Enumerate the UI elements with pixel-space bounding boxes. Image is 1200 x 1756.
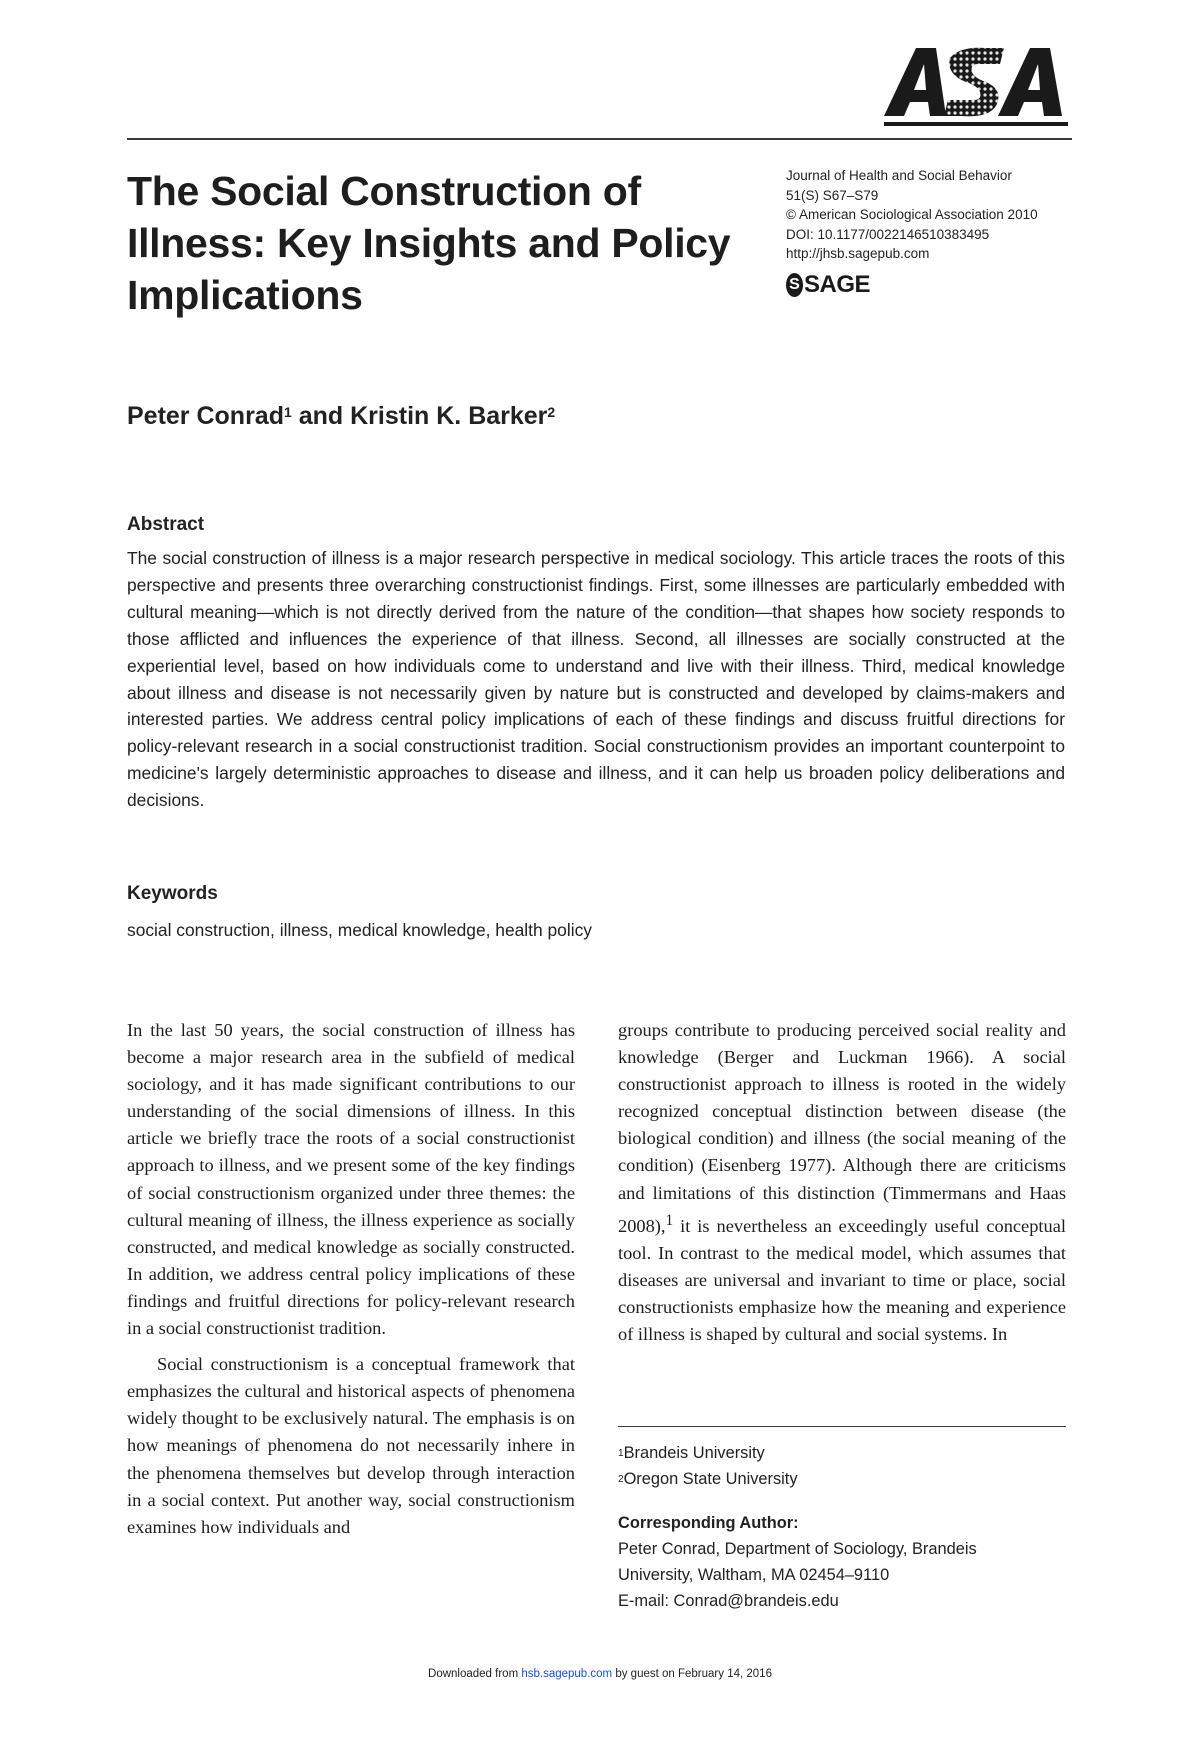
abstract-text: The social construction of illness is a major research perspective in medical sociology. This article traces the roots of this perspective and presents three overarching constructionist findings. First, some illnesses are particularly embedded with cultural meaning—which is not directly derived from the nature of the condition—that shapes how society responds to those afflicted and influences the experience of that illness. Second, all illnesses are socially constructed at the experiential level, based on how individuals come to understand and live with their illness. Third, medical knowledge about illness and disease is not necessarily given by nature but is constructed and developed by claims-makers and interested parties. We address central policy implications of each of these findings and discuss fruitful directions for policy-relevant research in a social constructionist tradition. Social constructionism provides an important counterpoint to medicine's largely deterministic approaches to disease and illness, and it can help us broaden policy deliberations and decisions. xyxy=(127,548,1065,811)
keywords-heading: Keywords xyxy=(127,883,218,904)
corresponding-address: Peter Conrad, Department of Sociology, Brandeis xyxy=(618,1540,977,1558)
body-column-left xyxy=(127,1017,575,1541)
journal-info xyxy=(786,166,1076,264)
body-text: groups contribute to producing perceived social reality and knowledge (Berger and Luckman 1966). A social constructionist approach to illness is rooted in the widely recognized conceptual distinction between disease (the biological condition) and illness (the social meaning of the condition) (Eisenberg 1977). Although there are criticisms and limitations of this distinction (Timmermans and Haas 2008), xyxy=(618,1020,1066,1236)
author-line xyxy=(127,402,555,431)
body-paragraph xyxy=(618,1017,1066,1348)
author-name: Kristin K. Barker xyxy=(350,402,548,430)
sage-wordmark: SAGE xyxy=(804,271,871,298)
body-text: it is nevertheless an exceedingly useful conceptual tool. In contrast to the medical model, which assumes that diseases are universal and invariant to time or place, social constructionists emphasize how the meaning and experience of illness is shaped by cultural and social systems. In xyxy=(618,1215,1066,1345)
affiliation-marker: 2 xyxy=(547,404,556,420)
download-prefix: Downloaded from xyxy=(428,1668,522,1680)
journal-issue: 51(S) S67–S79 xyxy=(786,187,879,203)
asa-logo xyxy=(880,44,1072,132)
affiliation-marker: 1 xyxy=(283,404,292,420)
doi: DOI: 10.1177/0022146510383495 xyxy=(786,226,990,242)
corresponding-address: University, Waltham, MA 02454–9110 xyxy=(618,1566,890,1584)
download-suffix: by guest on February 14, 2016 xyxy=(612,1668,772,1680)
copyright: © American Sociological Association 2010 xyxy=(786,207,1038,222)
footnotes xyxy=(618,1440,1078,1614)
corresponding-email[interactable]: E-mail: Conrad@brandeis.edu xyxy=(618,1592,839,1610)
journal-name: Journal of Health and Social Behavior xyxy=(786,168,1012,183)
body-paragraph: In the last 50 years, the social construction of illness has become a major research area in the subfield of medical sociology, and it has made significant contributions to our understanding of the social dimensions of illness. In this article we briefly trace the roots of a social constructionist approach to illness, and we present some of the key findings of social constructionism organized under three themes: the cultural meaning of illness, the illness experience as socially constructed, and medical knowledge as socially constructed. In addition, we address central policy implications of these findings and fruitful directions for policy-relevant research in a social constructionist tradition. xyxy=(127,1020,575,1339)
keywords-text: social construction, illness, medical knowledge, health policy xyxy=(127,920,592,940)
affiliation-number: 2 xyxy=(618,1474,624,1485)
affiliation xyxy=(618,1440,1078,1466)
affiliation-text: Oregon State University xyxy=(623,1470,798,1488)
download-link[interactable]: hsb.sagepub.com xyxy=(521,1668,613,1680)
sage-mark-icon: S xyxy=(786,273,803,297)
footnote-rule xyxy=(618,1426,1066,1427)
sage-logo xyxy=(786,270,870,300)
author-name: Peter Conrad xyxy=(127,402,284,430)
affiliation-number: 1 xyxy=(618,1448,624,1459)
header-rule xyxy=(127,138,1072,140)
affiliation xyxy=(618,1466,1078,1492)
author-joiner: and xyxy=(291,402,351,430)
corresponding-author-heading: Corresponding Author: xyxy=(618,1514,799,1532)
affiliation-text: Brandeis University xyxy=(623,1444,765,1462)
download-notice xyxy=(0,1668,1200,1680)
footnote-ref[interactable]: 1 xyxy=(665,1211,674,1229)
abstract-heading: Abstract xyxy=(127,514,205,535)
journal-url[interactable]: http://jhsb.sagepub.com xyxy=(786,246,930,261)
body-column-right xyxy=(618,1017,1066,1348)
paper-title: The Social Construction of Illness: Key Insights and Policy Implications xyxy=(127,168,731,318)
body-paragraph: Social constructionism is a conceptual framework that emphasizes the cultural and historical aspects of phenomena widely thought to be exclusively natural. The emphasis is on how meanings of phenomena do not necessarily inhere in the phenomena themselves but develop through interaction in a social context. Put another way, social constructionism examines how individuals and xyxy=(127,1354,575,1537)
